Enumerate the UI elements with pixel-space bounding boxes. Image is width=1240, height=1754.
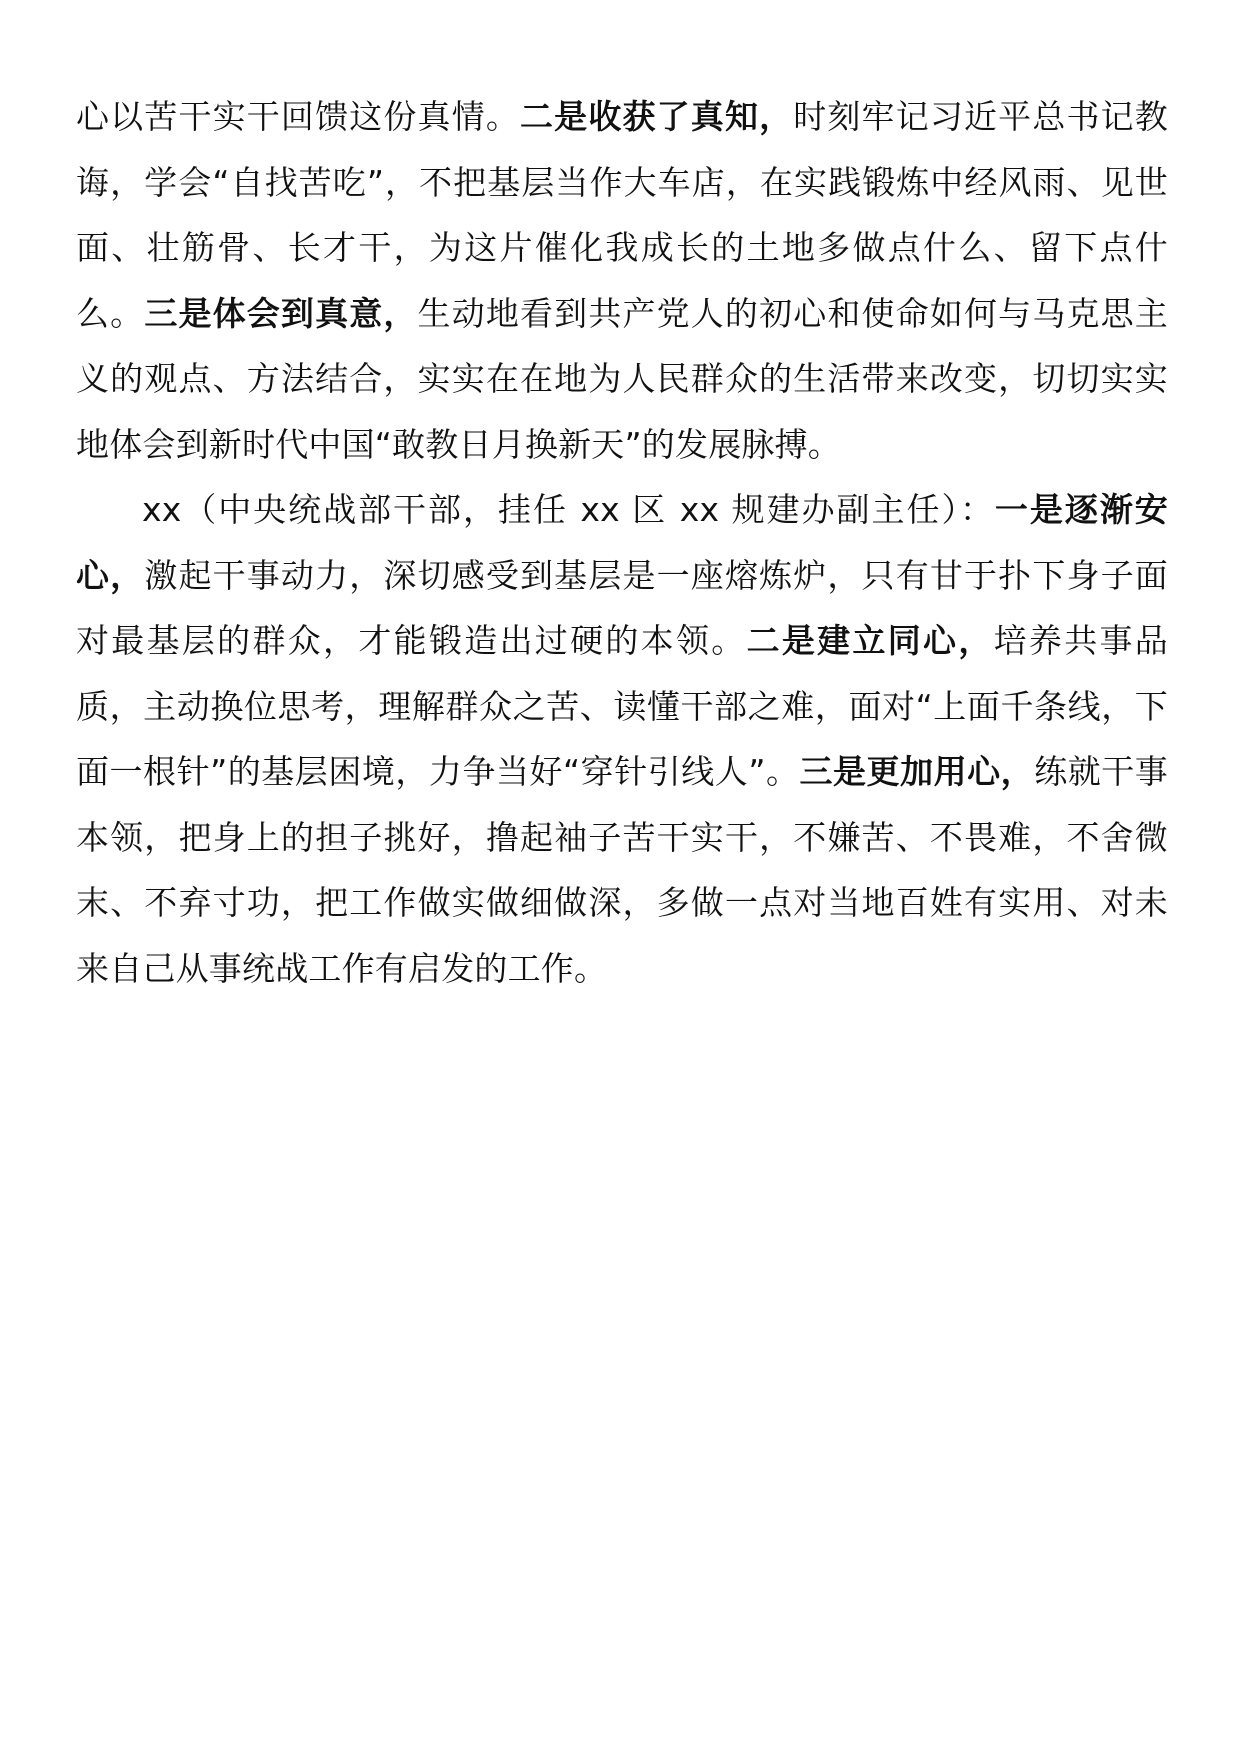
paragraph-2-text-1: 激起干事动力，深切感受到基层是一座熔炼炉，只有甘于扑下身子面对最基层的群众，才能锻造出过硬的本领。: [76, 555, 1168, 660]
paragraph-1-text-2: 时刻牢记习近平总书记教诲，学会“自找苦吃”，不把基层当作大车店，在实践锻炼中经风雨、见世面、壮筋骨、长才干，为这片催化我成长的土地多做点什么、留下点什么。: [76, 97, 1168, 333]
paragraph-1-bold-heading-3: 三是体会到真意，: [144, 293, 418, 333]
paragraph-2-bold-heading-2: 二是建立同心，: [746, 621, 994, 660]
paragraph-xx-statement: [76, 477, 1168, 1001]
paragraph-1-text-1: 心以苦干实干回馈这份真情。: [76, 97, 521, 136]
paragraph-1-text-3: 生动地看到共产党人的初心和使命如何与马克思主义的观点、方法结合，实实在在地为人民群众的生活带来改变，切切实实地体会到新时代中国“敢教日月换新天”的发展脉搏。: [76, 293, 1168, 464]
paragraph-2-speaker: xx（中央统战部干部，挂任 xx 区 xx 规建办副主任）：: [142, 490, 995, 529]
paragraph-2-text-3: 练就干事本领，把身上的担子挑好，撸起袖子苦干实干，不嫌苦、不畏难，不舍微末、不弃寸功，把工作做实做细做深，多做一点对当地百姓有实用、对未来自己从事统战工作有启发的工作。: [76, 752, 1168, 988]
paragraph-continuation: [76, 84, 1168, 477]
paragraph-2-text-2: 培养共事品质，主动换位思考，理解群众之苦、读懂干部之难，面对“上面千条线，下面一根针”的基层困境，力争当好“穿针引线人”。: [76, 621, 1168, 791]
paragraph-2-bold-heading-1: 一是逐渐安心，: [76, 490, 1169, 595]
document-body: [76, 84, 1168, 1001]
paragraph-2-bold-heading-3: 三是更加用心，: [799, 752, 1035, 791]
paragraph-1-bold-heading-2: 二是收获了真知，: [520, 97, 794, 136]
